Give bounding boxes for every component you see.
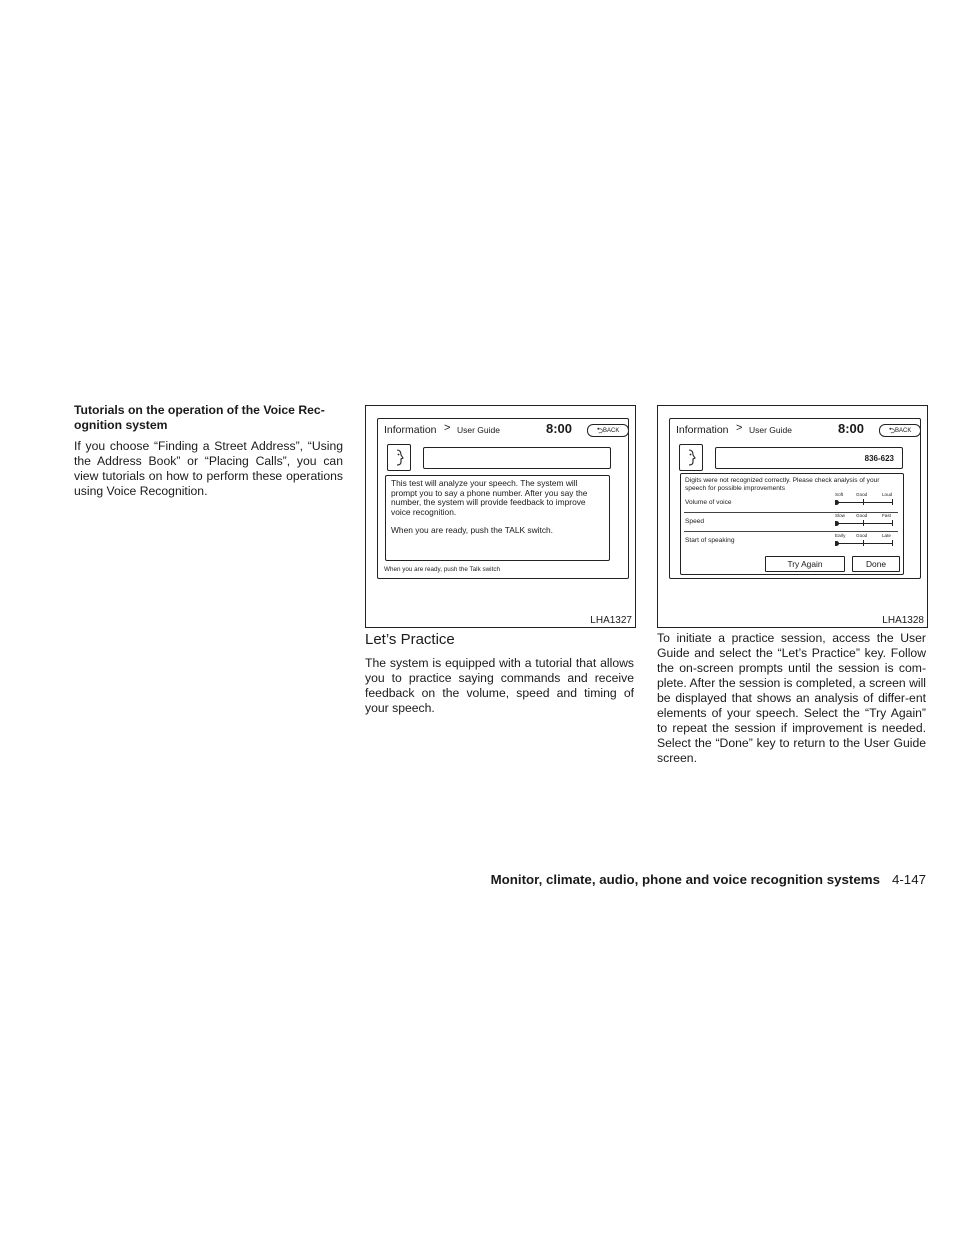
- row-divider: [684, 531, 898, 532]
- back-label: BACK: [895, 428, 912, 434]
- back-button[interactable]: [879, 424, 921, 437]
- scale-indicator: [835, 500, 839, 505]
- speed-scale: [835, 513, 893, 527]
- scale-indicator: [835, 521, 839, 526]
- practice-instructions-body: To initiate a practice session, access the User Guide and select the “Let’s Practice” key. Follow the on-screen prompts until the session is com-plete. After the session is completed, a screen will be displayed that shows an analysis of differ-ent elements of your speech. Select the “Try Again” to repeat the session if improvement is needed. Select the “Done” key to return to the User Guide screen.: [657, 631, 926, 765]
- back-arrow-icon: ⮌: [888, 426, 896, 435]
- speaking-face-icon: [679, 444, 703, 471]
- scale-mid-label: Good: [856, 492, 868, 497]
- instruction-box: [385, 475, 610, 561]
- scale-tick: [863, 520, 864, 526]
- screen-info-label: Information: [384, 424, 437, 436]
- done-button[interactable]: Done: [852, 556, 900, 572]
- screen-info-label: Information: [676, 424, 729, 436]
- scale-tick: [863, 499, 864, 505]
- figure-label: LHA1328: [882, 615, 924, 626]
- scale-mid-label: Good: [856, 533, 868, 538]
- screen-clock: 8:00: [838, 421, 865, 436]
- row-start-label: Start of speaking: [685, 537, 735, 544]
- breadcrumb-arrow: >: [444, 422, 451, 434]
- scale-tick: [892, 520, 893, 526]
- screen-clock: 8:00: [546, 421, 573, 436]
- figure-lha1328: [657, 405, 928, 628]
- lets-practice-body: The system is equipped with a tutorial that allows you to practice saying commands and receive feedback on the volume, speed and timing of your speech.: [365, 656, 634, 715]
- back-button[interactable]: [587, 424, 629, 437]
- scale-line: [835, 523, 893, 524]
- volume-scale: [835, 492, 893, 506]
- instruction-talk-message: When you are ready, push the TALK switch.: [391, 525, 553, 535]
- row-volume-label: Volume of voice: [685, 499, 732, 506]
- voice-screen-intro: [377, 418, 629, 579]
- analysis-box: [680, 473, 904, 575]
- voice-screen-analysis: [669, 418, 921, 579]
- back-label: BACK: [603, 428, 620, 434]
- scale-low-label: Early: [835, 533, 846, 538]
- scale-line: [835, 543, 893, 544]
- figure-label: LHA1327: [590, 615, 632, 626]
- page-number: 4-147: [891, 872, 926, 887]
- scale-high-label: Fast: [882, 513, 891, 518]
- scale-high-label: Loud: [882, 492, 893, 497]
- scale-high-label: Late: [882, 533, 891, 538]
- row-speed-label: Speed: [685, 518, 705, 525]
- scale-line: [835, 502, 893, 503]
- try-again-button[interactable]: Try Again: [765, 556, 845, 572]
- analysis-header: Digits were not recognized correctly. Please check analysis of your speech for possible improvements: [685, 477, 880, 492]
- scale-tick: [892, 540, 893, 546]
- speaking-face-icon: [387, 444, 411, 471]
- scale-tick: [863, 540, 864, 546]
- recognized-number-field: 836-623: [715, 447, 903, 469]
- screen-guide-label: User Guide: [749, 425, 792, 435]
- scale-indicator: [835, 541, 839, 546]
- instruction-message: This test will analyze your speech. The system will prompt you to say a phone number. After you say the number, the system will provide feedback to improve voice recognition.: [391, 478, 588, 517]
- section-title: Monitor, climate, audio, phone and voice recognition systems: [490, 872, 880, 887]
- tutorials-heading: Tutorials on the operation of the Voice Rec-ognition system: [74, 403, 325, 432]
- screen-footer-hint: When you are ready, push the Talk switch: [384, 566, 500, 573]
- scale-mid-label: Good: [856, 513, 868, 518]
- page-footer: [0, 872, 926, 887]
- screen-guide-label: User Guide: [457, 425, 500, 435]
- breadcrumb-arrow: >: [736, 422, 743, 434]
- recognition-result-field: [423, 447, 611, 469]
- lets-practice-title: Let’s Practice: [365, 631, 455, 648]
- figure-lha1327: [365, 405, 636, 628]
- tutorials-body: If you choose “Finding a Street Address”, “Using the Address Book” or “Placing Calls”, you can view tutorials on how to perform these operations using Voice Recognition.: [74, 439, 343, 498]
- scale-tick: [892, 499, 893, 505]
- scale-low-label: Slow: [835, 513, 845, 518]
- start-scale: [835, 533, 893, 547]
- scale-low-label: Soft: [835, 492, 844, 497]
- back-arrow-icon: ⮌: [596, 426, 604, 435]
